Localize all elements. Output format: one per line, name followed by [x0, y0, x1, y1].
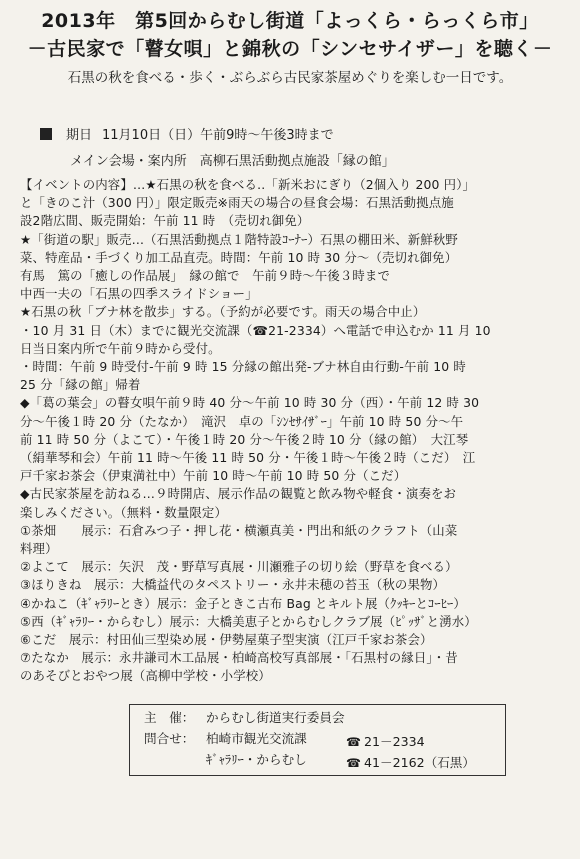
venue-text: メイン会場・案内所 高柳石黒活動拠点施設「縁の館」 — [70, 154, 395, 169]
detail-line: 【イベントの内容】…★石黒の秋を食べる‥「新米おにぎり（2個入り 200 円）」 — [20, 177, 476, 192]
organizer-row — [144, 708, 345, 729]
detail-line: ⑥こだ 展示：村田仙三型染め展・伊勢屋菓子型実演（江戸千家お茶会） — [20, 632, 433, 648]
detail-line: 25 分「縁の館」帰着 — [20, 377, 141, 393]
detail-line: ・時間：午前 9 時受付-午前 9 時 15 分縁の館出発-ブナ林自由行動-午前 10 時 — [20, 359, 466, 375]
detail-line: ⑦たなか 展示：永井謙司木工品展・柏崎高校写真部展・「石黒村の縁日」・昔 — [20, 650, 458, 666]
organizer-label: 主 催： — [144, 710, 195, 725]
detail-line: 中西一夫の「石黒の四季スライドショー」 — [20, 286, 258, 302]
contact-box — [129, 704, 506, 776]
detail-line: 分～午後１時 20 分（たなか） 滝沢 卓の「ｼﾝｾｻｲｻﾞｰ」午前 10 時 50 分～午 — [20, 413, 464, 429]
detail-line: ◆「葛の葉会」の瞽女唄午前９時 40 分～午前 10 時 30 分（西）・午前 12 時 30 — [20, 395, 480, 411]
square-bullet-icon — [40, 128, 52, 140]
detail-line: ★「街道の駅」販売…（石黒活動拠点１階特設ｺｰﾅｰ）石黒の棚田米、新鮮秋野 — [20, 231, 458, 247]
detail-line: のあそびとおやつ展（高柳中学校・小学校） — [20, 668, 271, 684]
detail-line: ・10 月 31 日（木）までに観光交流課（☎21-2334）へ電話で申込むか 11 月 10 — [20, 322, 491, 338]
event-details — [20, 176, 558, 686]
contact-tel-2-value: 41－2162（石黒） — [363, 755, 475, 770]
organizer-name: からむし街道実行委員会 — [206, 710, 345, 725]
detail-line: 前 11 時 50 分（よこて）・午後１時 20 分～午後２時 10 分（縁の館） 大江琴 — [20, 431, 469, 447]
detail-line: ⑤西（ｷﾞｬﾗﾘｰ・からむし）展示：大橋美恵子とからむしクラブ展（ﾋﾟｯｻﾞと湧水） — [20, 613, 477, 629]
detail-line: ◆古民家茶屋を訪ねる…９時開店、展示作品の観覧と飲み物や軽食・演奏をお — [20, 486, 457, 502]
phone-icon: ☎ — [346, 756, 361, 770]
page-subtitle-title: －古民家で「瞽女唄」と錦秋の「シンセサイザー」を聴く－ — [27, 38, 553, 60]
lead-text: 石黒の秋を食べる・歩く・ぶらぶら古民家茶屋めぐりを楽しむ一日です。 — [67, 70, 513, 86]
detail-line: 設2階広間、販売開始：午前 11 時 （売切れ御免） — [20, 213, 310, 229]
page-title: 2013年 第5回からむし街道「よっくら・らっくら市」 — [41, 10, 539, 32]
contact-name-1: 柏崎市観光交流課 — [206, 731, 307, 746]
date-label: 期日 — [66, 128, 93, 143]
detail-line: と「きのこ汁（300 円）」限定販売※雨天の場合の昼食会場：石黒活動拠点施 — [20, 195, 454, 211]
date-value: 11月10日（日）午前9時～午後3時まで — [102, 128, 334, 143]
detail-line: 戸千家お茶会（伊東満社中）午前 10 時～午前 10 時 50 分（こだ） — [20, 468, 407, 484]
contact-tel-1 — [346, 732, 425, 753]
detail-line: ①茶畑 展示：石倉みつ子・押し花・横瀬真美・門出和紙のクラフト（山菜 — [20, 522, 458, 538]
contact-tel-2 — [346, 753, 475, 774]
event-date-row — [40, 124, 334, 143]
detail-line: ②よこて 展示：矢沢 茂・野草写真展・川瀬雅子の切り絵（野草を食べる） — [20, 559, 458, 575]
detail-line: ③ほりきね 展示：大橋益代のタペストリー・永井未穂の苔玉（秋の果物） — [20, 577, 446, 593]
detail-line: （絹華琴和会）午前 11 時～午後 11 時 50 分・午後１時～午後２時（こだ） 江 — [20, 450, 476, 466]
detail-line: ★石黒の秋「ブナ林を散歩」する。（予約が必要です。雨天の場合中止） — [20, 304, 426, 320]
detail-line: 菜、特産品・手づくり加工品直売。時間：午前 10 時 30 分～（売切れ御免） — [20, 249, 458, 265]
detail-line: ④かねこ（ｷﾞｬﾗﾘｰとき）展示：金子ときこ古布 Bag とキルト展（ｸｯｷｰとｺｰﾋｰ） — [20, 595, 466, 611]
detail-line: 有馬 篤の「癒しの作品展」 縁の館で 午前９時～午後３時まで — [20, 268, 391, 284]
detail-line: 楽しみください。（無料・数量限定） — [20, 504, 227, 520]
detail-line: 日当日案内所で午前９時から受付。 — [20, 340, 221, 356]
contact-row-2 — [206, 750, 307, 771]
contact-label: 問合せ： — [144, 731, 195, 746]
contact-name-2: ｷﾞｬﾗﾘｰ・からむし — [206, 752, 307, 767]
detail-line: 料理） — [20, 541, 58, 557]
contact-row-1 — [144, 729, 307, 750]
contact-tel-1-value: 21－2334 — [363, 734, 425, 749]
phone-icon: ☎ — [346, 735, 361, 749]
